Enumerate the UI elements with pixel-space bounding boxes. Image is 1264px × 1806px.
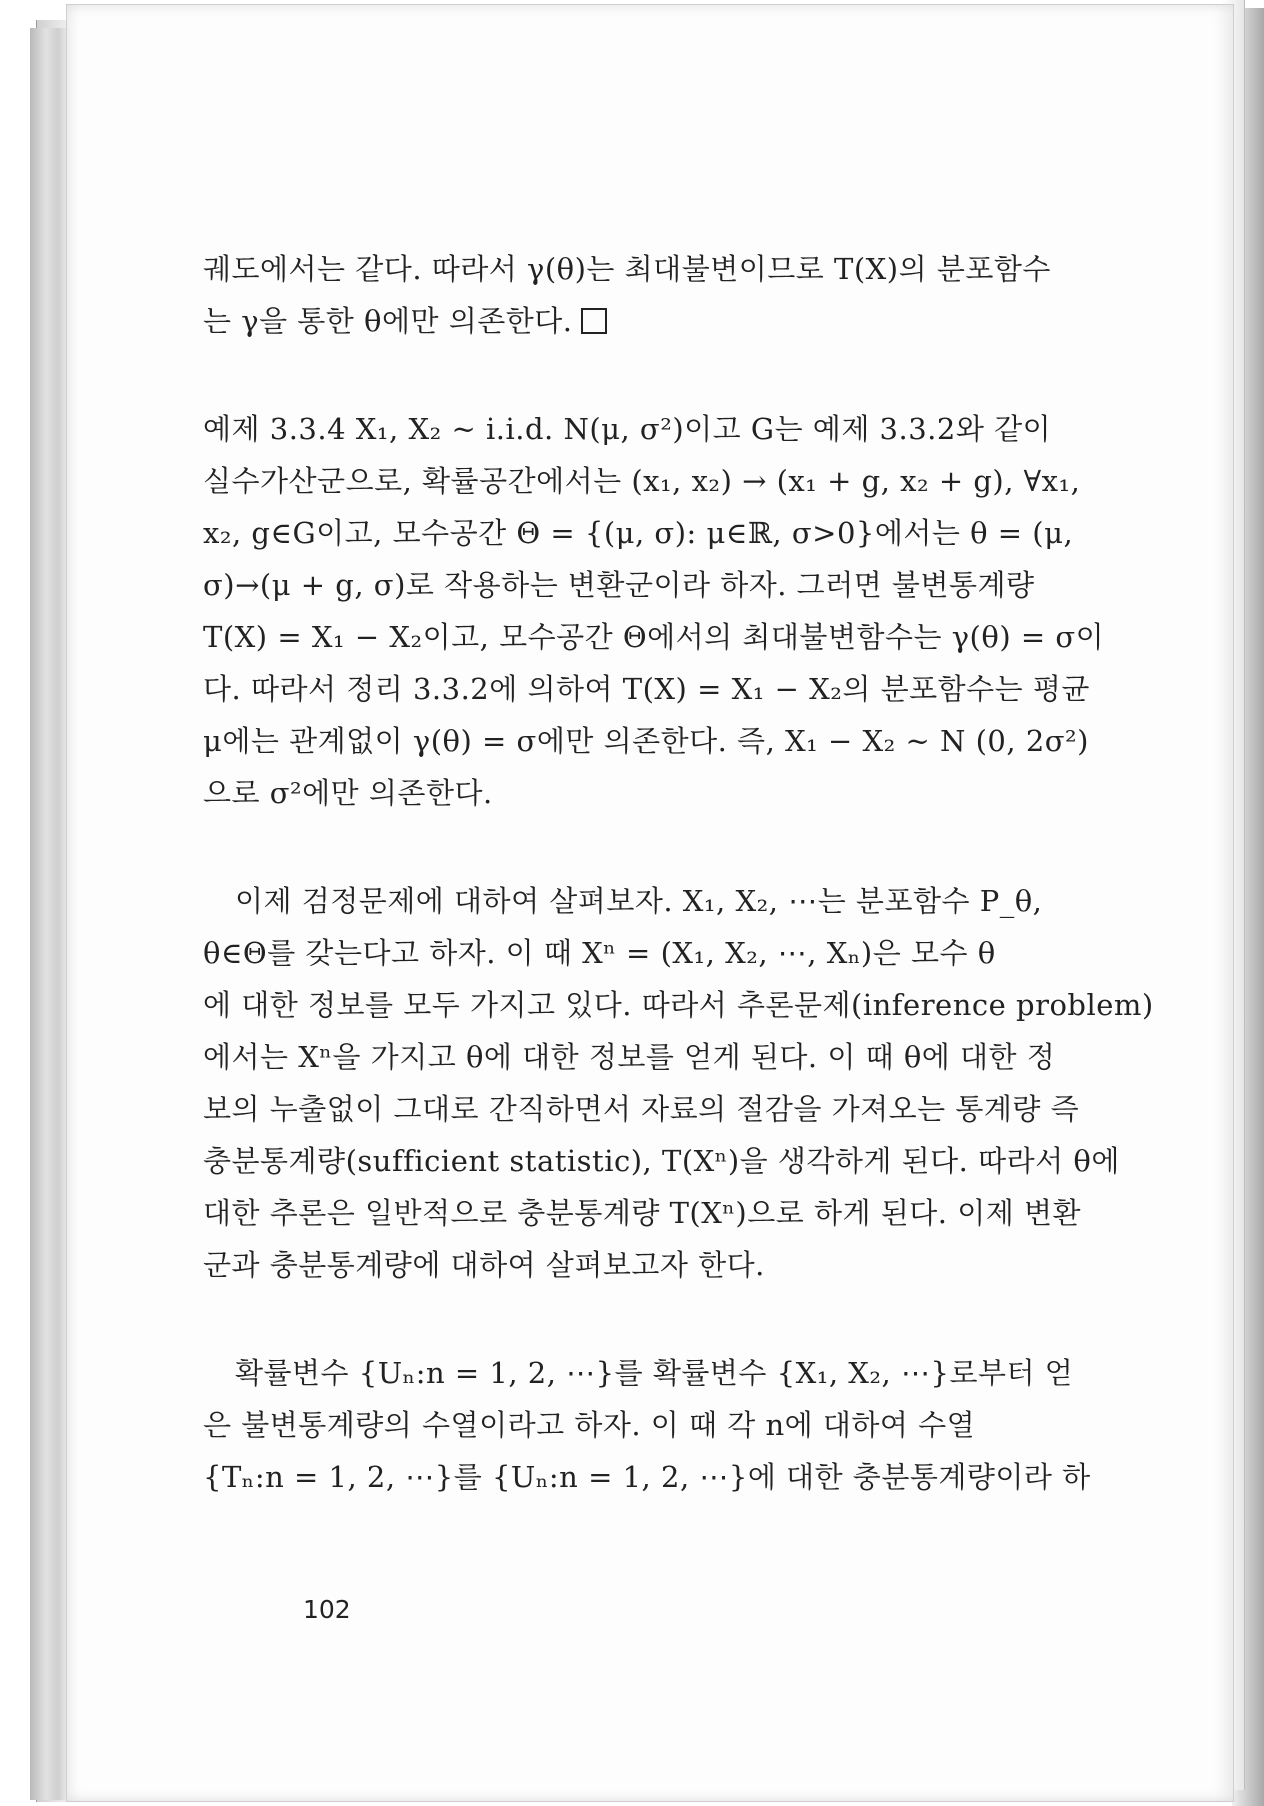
- paragraph-proof-end: [203, 243, 1187, 347]
- text-line: 확률변수 {Uₙ:n = 1, 2, ⋯}를 확률변수 {X₁, X₂, ⋯}로부터 얻: [235, 1356, 1074, 1390]
- paragraph-random-variables: [203, 1347, 1187, 1503]
- text-line: 에 대한 정보를 모두 가지고 있다. 따라서 추론문제(inference problem): [203, 988, 1154, 1022]
- text-line: μ에는 관계없이 γ(θ) = σ에만 의존한다. 즉, X₁ − X₂ ~ N (0, 2σ²): [203, 724, 1090, 758]
- qed-box-icon: [581, 308, 607, 334]
- paragraph-example-3-3-4: [203, 403, 1187, 819]
- text-line: σ)→(μ + g, σ)로 작용하는 변환군이라 하자. 그러면 불변통계량: [203, 568, 1035, 602]
- text-line: T(X) = X₁ − X₂이고, 모수공간 Θ에서의 최대불변함수는 γ(θ) = σ이: [203, 620, 1105, 654]
- text-line: 궤도에서는 같다. 따라서 γ(θ)는 최대불변이므로 T(X)의 분포함수: [203, 252, 1051, 286]
- page-body: [203, 243, 1187, 1503]
- text-line: 에서는 Xⁿ을 가지고 θ에 대한 정보를 얻게 된다. 이 때 θ에 대한 정: [203, 1040, 1056, 1074]
- text-line: 이제 검정문제에 대하여 살펴보자. X₁, X₂, ⋯는 분포함수 P_θ,: [235, 884, 1043, 918]
- text-line: 충분통계량(sufficient statistic), T(Xⁿ)을 생각하게 된다. 따라서 θ에: [203, 1144, 1120, 1178]
- text-line: 은 불변통계량의 수열이라고 하자. 이 때 각 n에 대하여 수열: [203, 1408, 976, 1442]
- text-line: θ∈Θ를 갖는다고 하자. 이 때 Xⁿ = (X₁, X₂, ⋯, Xₙ)은 모수 θ: [203, 936, 996, 970]
- text-line: 다. 따라서 정리 3.3.2에 의하여 T(X) = X₁ − X₂의 분포함수는 평균: [203, 672, 1090, 706]
- text-line: 실수가산군으로, 확률공간에서는 (x₁, x₂) → (x₁ + g, x₂ + g), ∀x₁,: [203, 464, 1081, 498]
- text-line: x₂, g∈G이고, 모수공간 Θ = {(μ, σ): μ∈ℝ, σ>0}에서는 θ = (μ,: [203, 516, 1074, 550]
- paragraph-testing-problem: [203, 875, 1187, 1291]
- text-line: 는 γ을 통한 θ에만 의존한다.: [203, 304, 573, 338]
- text-line: 예제 3.3.4 X₁, X₂ ~ i.i.d. N(μ, σ²)이고 G는 예제 3.3.2와 같이: [203, 412, 1052, 446]
- paragraph-gap: [203, 347, 1187, 403]
- paragraph-gap: [203, 819, 1187, 875]
- text-line: 군과 충분통계량에 대하여 살펴보고자 한다.: [203, 1248, 765, 1282]
- text-line: {Tₙ:n = 1, 2, ⋯}를 {Uₙ:n = 1, 2, ⋯}에 대한 충분통계량이라 하: [203, 1460, 1091, 1494]
- text-line: 으로 σ²에만 의존한다.: [203, 776, 493, 810]
- left-page-stack-shadow: [30, 28, 70, 1800]
- page-number: 102: [303, 1595, 351, 1624]
- text-line: 대한 추론은 일반적으로 충분통계량 T(Xⁿ)으로 하게 된다. 이제 변환: [203, 1196, 1081, 1230]
- paragraph-gap: [203, 1291, 1187, 1347]
- book-page: [66, 4, 1234, 1802]
- text-line: 보의 누출없이 그대로 간직하면서 자료의 절감을 가져오는 통계량 즉: [203, 1092, 1080, 1126]
